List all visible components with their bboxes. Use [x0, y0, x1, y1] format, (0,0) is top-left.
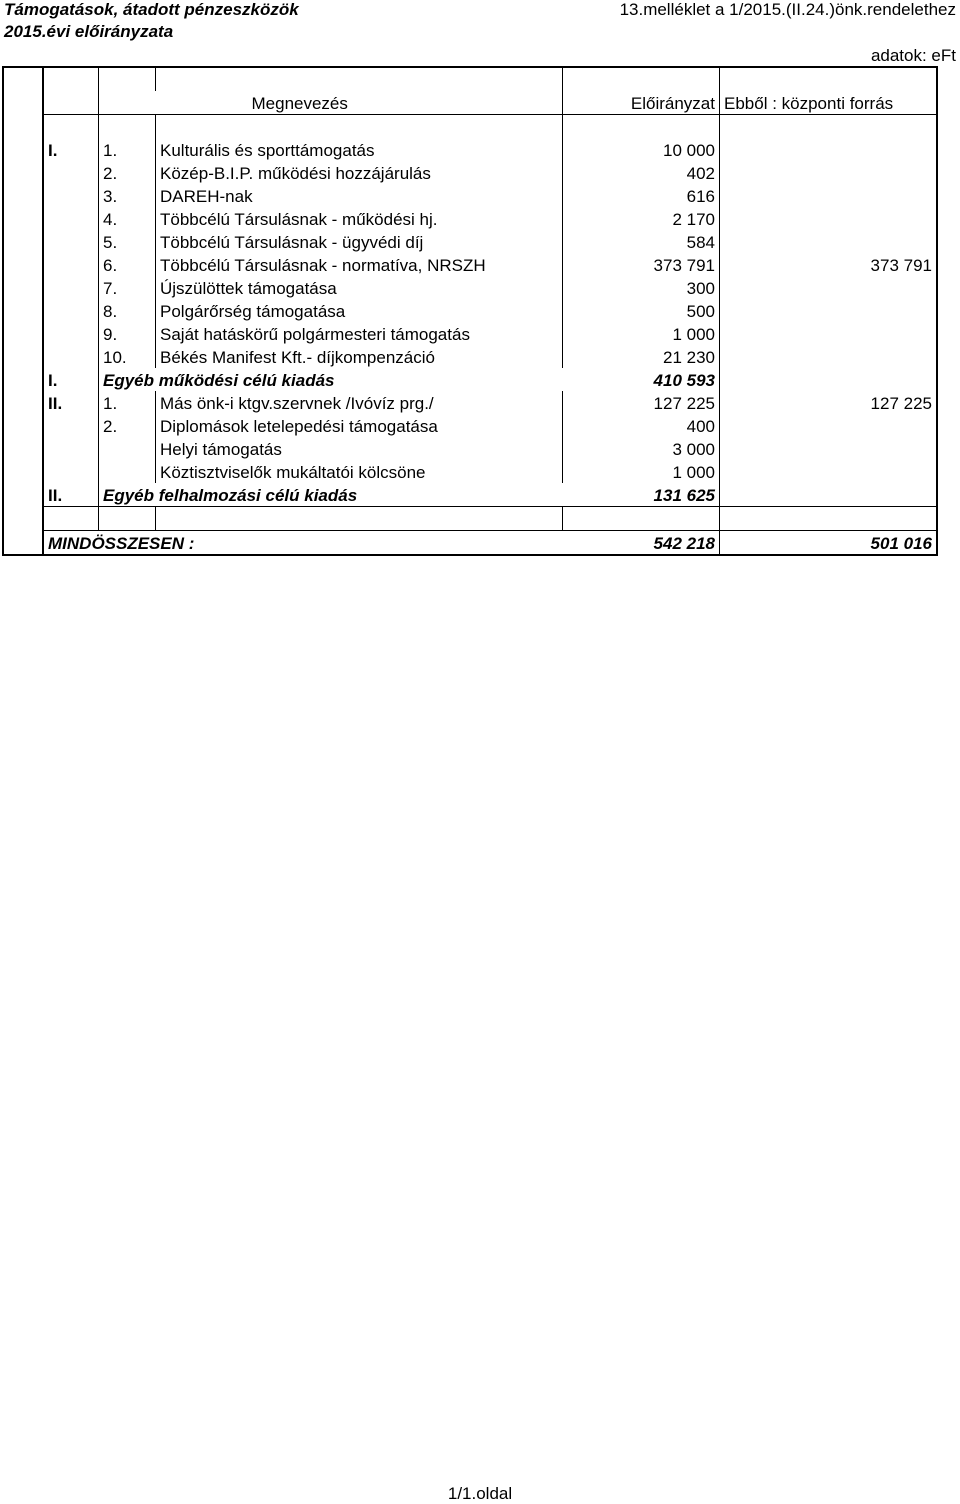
item-name: Polgárőrség támogatása: [156, 299, 563, 322]
table-row: [3, 161, 937, 184]
section-number: [43, 253, 99, 276]
grand-total-appropriation: 542 218: [563, 531, 720, 556]
table-row: [3, 184, 937, 207]
section-number: II.: [43, 483, 99, 507]
section-number: [43, 322, 99, 345]
central-source-value: [720, 184, 938, 207]
section-number: I.: [43, 138, 99, 161]
row-margin-cell: [3, 391, 43, 414]
appropriation-value: 131 625: [563, 483, 720, 507]
item-number: 7.: [99, 276, 156, 299]
section-number: [43, 276, 99, 299]
table-row: [3, 276, 937, 299]
row-margin-cell: [3, 531, 43, 556]
item-name: Diplomások letelepedési támogatása: [156, 414, 563, 437]
appropriation-table: [2, 66, 938, 556]
central-source-value: [720, 276, 938, 299]
section-number: [43, 414, 99, 437]
table-row: [3, 391, 937, 414]
item-number: 10.: [99, 345, 156, 368]
section-number: [43, 460, 99, 483]
page-number: 1/1.oldal: [447, 1484, 513, 1503]
spacer-row: [3, 115, 937, 139]
table-row: [3, 138, 937, 161]
central-source-value: [720, 414, 938, 437]
appropriation-value: 1 000: [563, 322, 720, 345]
central-source-value: [720, 230, 938, 253]
column-header-row: [3, 91, 937, 115]
item-number: 8.: [99, 299, 156, 322]
table-row: [3, 437, 937, 460]
appropriation-value: 127 225: [563, 391, 720, 414]
section-number: [43, 161, 99, 184]
appropriation-value: 373 791: [563, 253, 720, 276]
item-name: Többcélú Társulásnak - működési hj.: [156, 207, 563, 230]
table-row: [3, 207, 937, 230]
central-source-value: [720, 138, 938, 161]
document-title: Támogatások, átadott pénzeszközök: [4, 0, 299, 19]
item-name: Békés Manifest Kft.- díjkompenzáció: [156, 345, 563, 368]
appropriation-value: 21 230: [563, 345, 720, 368]
item-number: 9.: [99, 322, 156, 345]
central-source-value: 127 225: [720, 391, 938, 414]
item-name: Egyéb felhalmozási célú kiadás: [103, 486, 358, 505]
row-margin-cell: [3, 276, 43, 299]
section-number: [43, 345, 99, 368]
row-margin-cell: [3, 437, 43, 460]
spacer-row: [3, 67, 937, 91]
item-number: 6.: [99, 253, 156, 276]
central-source-value: [720, 437, 938, 460]
row-margin-cell: [3, 483, 43, 507]
row-margin-cell: [3, 184, 43, 207]
section-number: I.: [43, 368, 99, 391]
section-number: [43, 207, 99, 230]
row-margin-cell: [3, 161, 43, 184]
central-source-value: [720, 299, 938, 322]
column-header-central-source: Ebből : központi forrás: [720, 91, 938, 115]
appropriation-value: 400: [563, 414, 720, 437]
central-source-value: [720, 368, 938, 391]
row-margin-cell: [3, 253, 43, 276]
section-number: [43, 184, 99, 207]
item-number: [99, 460, 156, 483]
item-number: 2.: [99, 414, 156, 437]
row-margin-cell: [3, 368, 43, 391]
table-row: [3, 414, 937, 437]
row-margin-cell: [3, 322, 43, 345]
row-margin-cell: [3, 138, 43, 161]
appropriation-value: 402: [563, 161, 720, 184]
central-source-value: [720, 161, 938, 184]
appropriation-value: 10 000: [563, 138, 720, 161]
appropriation-value: 1 000: [563, 460, 720, 483]
row-margin-cell: [3, 207, 43, 230]
subtotal-row: [3, 483, 937, 507]
table-row: [3, 322, 937, 345]
item-number: [99, 437, 156, 460]
item-name: Közép-B.I.P. működési hozzájárulás: [156, 161, 563, 184]
section-number: [43, 437, 99, 460]
item-number: 2.: [99, 161, 156, 184]
unit-label: adatok: eFt: [870, 46, 956, 65]
appropriation-value: 3 000: [563, 437, 720, 460]
section-number: [43, 230, 99, 253]
item-name: Újszülöttek támogatása: [156, 276, 563, 299]
item-number: 3.: [99, 184, 156, 207]
item-number: 4.: [99, 207, 156, 230]
appropriation-value: 584: [563, 230, 720, 253]
item-name: Többcélú Társulásnak - normatíva, NRSZH: [156, 253, 563, 276]
appropriation-value: 616: [563, 184, 720, 207]
grand-total-label: MINDÖSSZESEN :: [43, 531, 563, 556]
item-name: Köztisztviselők mukáltatói kölcsöne: [156, 460, 563, 483]
item-name: Többcélú Társulásnak - ügyvédi díj: [156, 230, 563, 253]
appropriation-value: 300: [563, 276, 720, 299]
row-margin-cell: [3, 230, 43, 253]
row-margin-cell: [3, 414, 43, 437]
item-number: 1.: [99, 391, 156, 414]
central-source-value: [720, 207, 938, 230]
central-source-value: [720, 483, 938, 507]
table-row: [3, 299, 937, 322]
item-name: Egyéb működési célú kiadás: [103, 371, 335, 390]
column-header-name: Megnevezés: [251, 94, 348, 113]
table-row: [3, 230, 937, 253]
grand-total-central-source: 501 016: [720, 531, 938, 556]
central-source-value: [720, 322, 938, 345]
column-header-appropriation: Előirányzat: [563, 91, 720, 115]
central-source-value: [720, 460, 938, 483]
table-row: [3, 253, 937, 276]
item-name: Saját hatáskörű polgármesteri támogatás: [156, 322, 563, 345]
document-subtitle: 2015.évi előirányzata: [4, 22, 174, 41]
subtotal-row: [3, 368, 937, 391]
appropriation-value: 2 170: [563, 207, 720, 230]
item-number: 1.: [99, 138, 156, 161]
central-source-value: [720, 345, 938, 368]
section-number: [43, 299, 99, 322]
grand-total-row: [3, 531, 937, 556]
row-margin-cell: [3, 299, 43, 322]
spacer-row: [3, 507, 937, 531]
table-row: [3, 345, 937, 368]
table-row: [3, 460, 937, 483]
item-name: Helyi támogatás: [156, 437, 563, 460]
appropriation-value: 410 593: [563, 368, 720, 391]
item-name: DAREH-nak: [156, 184, 563, 207]
central-source-value: 373 791: [720, 253, 938, 276]
annex-reference: 13.melléklet a 1/2015.(II.24.)önk.rendelethez: [619, 0, 956, 19]
appropriation-value: 500: [563, 299, 720, 322]
section-number: II.: [43, 391, 99, 414]
row-margin-cell: [3, 460, 43, 483]
item-number: 5.: [99, 230, 156, 253]
row-margin-cell: [3, 345, 43, 368]
item-name: Kulturális és sporttámogatás: [156, 138, 563, 161]
item-name: Más önk-i ktgv.szervnek /Ivóvíz prg./: [156, 391, 563, 414]
